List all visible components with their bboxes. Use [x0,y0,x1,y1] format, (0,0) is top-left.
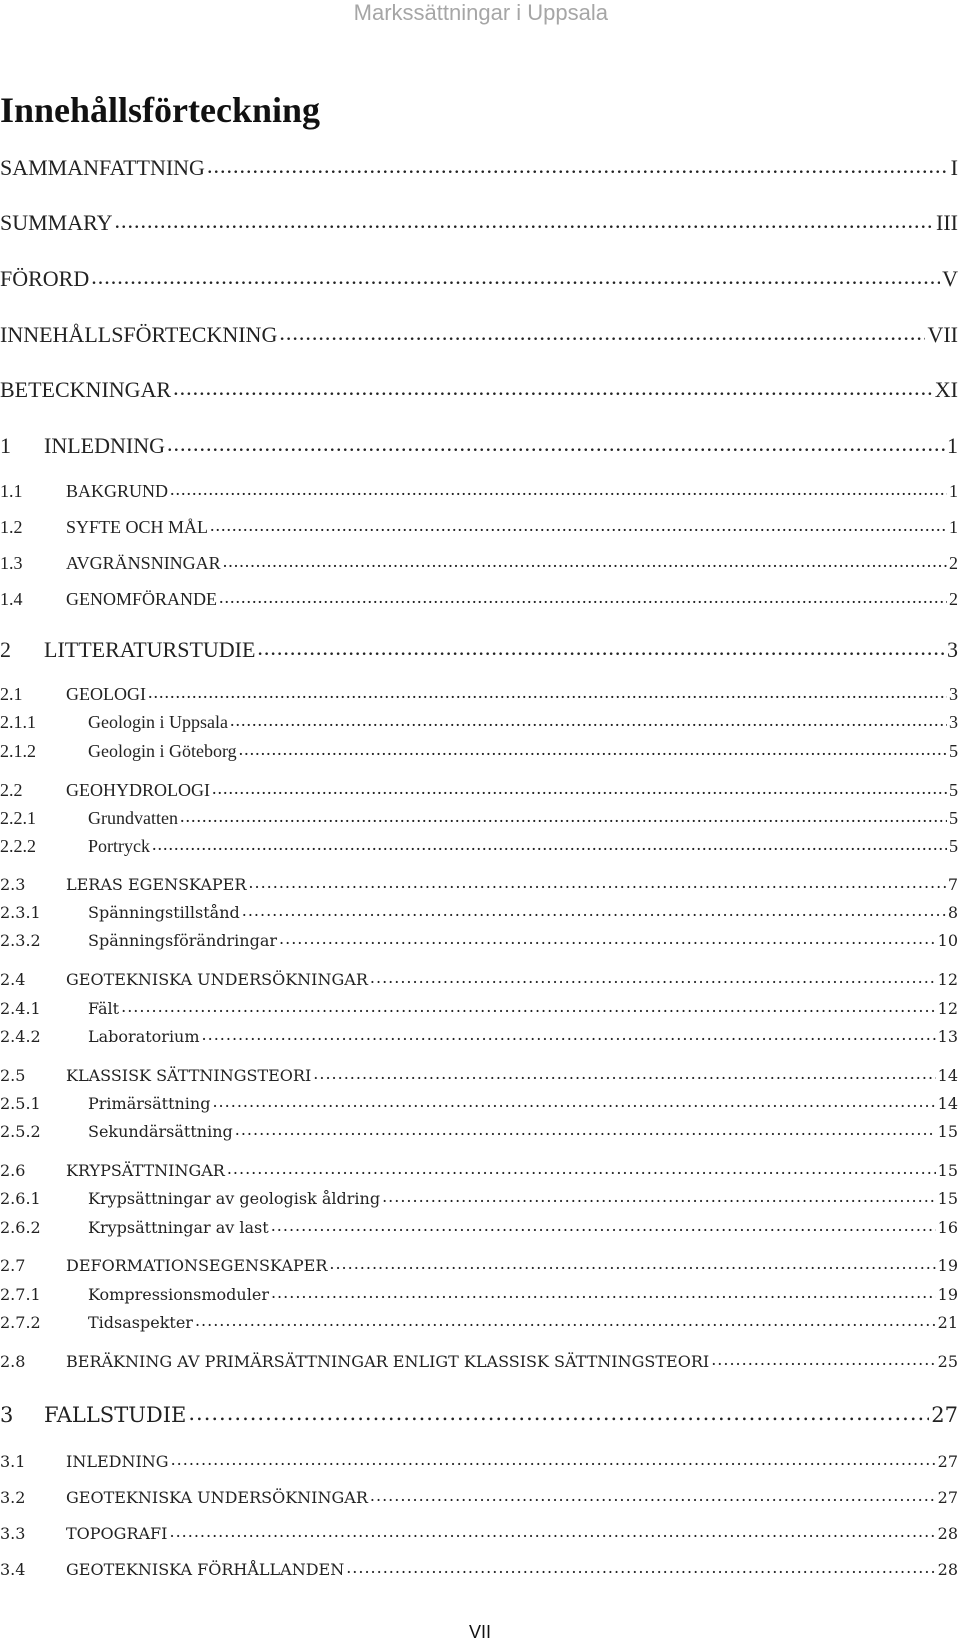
toc-dot-leader [370,1486,936,1505]
toc-dot-leader [210,515,947,536]
toc-entry-label: BETECKNINGAR [0,377,172,402]
toc-entry-number: 2.2 [0,780,23,800]
toc-dot-leader [279,929,936,948]
toc-dot-leader [711,1350,935,1369]
toc-entry-page: 1 [947,433,958,458]
toc-entry[interactable] [0,637,958,663]
toc-entry-page: I [950,155,958,180]
toc-entry-label: GEOTEKNISKA UNDERSÖKNINGAR [66,970,368,989]
toc-dot-leader [271,1216,936,1235]
toc-entry-number: 2.1 [0,684,23,704]
toc-entry-number: 2.2.1 [0,808,36,828]
toc-entry-label: Geologin i Uppsala [88,712,228,732]
toc-entry[interactable] [0,780,958,801]
toc-dot-leader [271,1283,936,1302]
toc-entry-page: XI [934,377,958,402]
toc-entry[interactable] [0,903,958,922]
toc-entry-page: 15 [937,1122,958,1141]
toc-entry-page: 5 [949,836,958,856]
toc-entry-page: 7 [947,875,958,894]
toc-entry-number: 2.4.2 [0,1027,41,1046]
toc-entry[interactable] [0,1352,958,1371]
toc-entry[interactable] [0,1403,958,1427]
toc-dot-leader [329,1254,935,1273]
toc-entry-page: 21 [937,1313,958,1332]
toc-dot-leader [171,1450,936,1469]
toc-entry-label: Tidsaspekter [88,1313,193,1332]
toc-entry[interactable] [0,836,958,857]
toc-entry-label: BERÄKNING AV PRIMÄRSÄTTNINGAR ENLIGT KLASSISK SÄTTNINGSTEORI [66,1352,710,1371]
toc-entry[interactable] [0,1285,958,1304]
toc-entry-number: 3.1 [0,1452,26,1471]
toc-entry[interactable] [0,322,958,348]
toc-entry[interactable] [0,377,958,403]
toc-dot-leader [148,682,947,703]
toc-entry-label: SAMMANFATTNING [0,155,205,180]
toc-dot-leader [279,320,925,346]
toc-entry-label: GEOTEKNISKA FÖRHÅLLANDEN [66,1560,345,1579]
toc-entry-page: 1 [949,481,958,501]
toc-entry[interactable] [0,712,958,733]
toc-entry-page: 3 [949,684,958,704]
toc-entry-number: 2.3 [0,875,26,894]
toc-entry[interactable] [0,266,958,292]
toc-entry-label: GEOHYDROLOGI [66,780,210,800]
toc-entry-number: 2.3.2 [0,931,41,950]
toc-entry-page: 19 [937,1285,958,1304]
toc-entry-label: LITTERATURSTUDIE [44,637,256,662]
toc-entry-page: 10 [937,931,958,950]
toc-dot-leader [202,1025,936,1044]
toc-dot-leader [239,739,947,760]
toc-dot-leader [257,635,945,661]
toc-entry-number: 2.3.1 [0,903,41,922]
toc-entry-label: Grundvatten [88,808,178,828]
toc-dot-leader [235,1120,936,1139]
toc-entry-label: Spänningsförändringar [88,931,278,950]
toc-entry-label: BAKGRUND [66,481,169,501]
toc-dot-leader [170,479,947,500]
toc-entry-number: 2.6.1 [0,1189,41,1208]
toc-entry-label: Krypsättningar av last [88,1218,269,1237]
toc-entry-number: 1.1 [0,481,23,501]
toc-entry-number: 2.2.2 [0,836,36,856]
toc-entry-page: 15 [937,1189,958,1208]
toc-entry[interactable] [0,1256,958,1275]
toc-entry-label: LERAS EGENSKAPER [66,875,247,894]
toc-entry[interactable] [0,1094,958,1113]
toc-entry-page: 27 [937,1452,958,1471]
toc-dot-leader [212,1092,935,1111]
toc-entry-label: INLEDNING [66,1452,169,1471]
toc-entry-number: 3.2 [0,1488,26,1507]
toc-entry-page: 13 [937,1027,958,1046]
toc-dot-leader [219,587,947,608]
toc-entry[interactable] [0,1189,958,1208]
toc-entry[interactable] [0,931,958,950]
toc-entry-number: 3.4 [0,1560,26,1579]
toc-entry-page: 2 [949,553,958,573]
toc-entry[interactable] [0,517,958,538]
page-number: VII [468,1622,491,1642]
toc-entry[interactable] [0,433,958,459]
toc-entry[interactable] [0,1122,958,1141]
toc-entry[interactable] [0,1524,958,1543]
toc-entry-label: INLEDNING [44,433,165,458]
toc-entry-label: FALLSTUDIE [44,1403,187,1427]
toc-dot-leader [173,375,933,401]
toc-entry-page: 14 [937,1066,958,1085]
toc-dot-leader [248,873,945,892]
toc-entry-number: 2.7 [0,1256,26,1275]
toc-dot-leader [207,153,949,179]
toc-entry-number: 1.4 [0,589,23,609]
toc-entry[interactable] [0,481,958,502]
toc-entry-number: 2.5.1 [0,1094,41,1113]
toc-entry-page: 3 [947,637,958,662]
toc-entry-number: 1.3 [0,553,23,573]
toc-entry-number: 2.5 [0,1066,26,1085]
toc-entry[interactable] [0,1452,958,1471]
toc-entry-label: AVGRÄNSNINGAR [66,553,221,573]
toc-dot-leader [242,901,946,920]
toc-entry-page: 2 [949,589,958,609]
toc-entry[interactable] [0,1488,958,1507]
toc-entry[interactable] [0,210,958,236]
toc-dot-leader [114,208,934,234]
toc-entry[interactable] [0,970,958,989]
toc-entry[interactable] [0,155,958,181]
toc-entry-number: 2.4 [0,970,26,989]
toc-entry-number: 2.6.2 [0,1218,41,1237]
toc-entry-label: Geologin i Göteborg [88,741,237,761]
toc-entry-page: 5 [949,808,958,828]
toc-entry[interactable] [0,1161,958,1180]
toc-entry-number: 3.3 [0,1524,26,1543]
toc-dot-leader [91,264,940,290]
toc-entry-label: SYFTE OCH MÅL [66,517,209,537]
toc-entry-label: SUMMARY [0,210,113,235]
toc-entry-page: 25 [937,1352,958,1371]
toc-dot-leader [370,968,936,987]
toc-entry-page: 12 [937,970,958,989]
toc-entry-number: 1.2 [0,517,23,537]
toc-entry[interactable] [0,589,958,610]
toc-entry[interactable] [0,999,958,1018]
toc-entry-label: DEFORMATIONSEGENSKAPER [66,1256,328,1275]
toc-entry-number: 2.5.2 [0,1122,41,1141]
toc-entry-number: 2.8 [0,1352,26,1371]
toc-entry-page: 15 [937,1161,958,1180]
toc-entry[interactable] [0,1560,958,1579]
toc-entry-number: 2.6 [0,1161,26,1180]
toc-entry-label: KLASSISK SÄTTNINGSTEORI [66,1066,312,1085]
toc-entry-label: GEOTEKNISKA UNDERSÖKNINGAR [66,1488,368,1507]
toc-dot-leader [313,1064,935,1083]
toc-dot-leader [346,1558,935,1577]
toc-dot-leader [188,1401,929,1425]
toc-entry-page: VII [927,322,958,347]
toc-dot-leader [382,1187,936,1206]
toc-entry[interactable] [0,1218,958,1237]
toc-entry-label: KRYPSÄTTNINGAR [66,1161,225,1180]
toc-dot-leader [223,551,947,572]
toc-entry-label: Spänningstillstånd [88,903,240,922]
toc-entry[interactable] [0,684,958,705]
toc-dot-leader [230,710,947,731]
toc-entry-label: Portryck [88,836,150,856]
toc-dot-leader [180,806,947,827]
toc-dot-leader [167,431,945,457]
toc-entry-number: 3 [0,1403,14,1427]
toc-entry-page: 27 [931,1403,958,1427]
toc-dot-leader [195,1311,936,1330]
toc-dot-leader [212,778,947,799]
toc-entry-number: 2.1.1 [0,712,36,732]
running-head: Markssättningar i Uppsala [353,0,608,25]
toc-dot-leader [152,834,947,855]
toc-entry-number: 2.4.1 [0,999,41,1018]
toc-entry-number: 2.1.2 [0,741,36,761]
toc-entry-page: 12 [937,999,958,1018]
toc-entry[interactable] [0,808,958,829]
toc-entry-number: 2 [0,637,11,662]
toc-entry-page: III [936,210,958,235]
toc-entry-number: 2.7.1 [0,1285,41,1304]
toc-entry[interactable] [0,1313,958,1332]
toc-entry-page: 1 [949,517,958,537]
toc-entry-label: Fält [88,999,120,1018]
toc-dot-leader [169,1522,935,1541]
page-title: Innehållsförteckning [0,90,321,130]
toc-entry-label: GEOLOGI [66,684,146,704]
toc-entry-page: 5 [949,741,958,761]
toc-dot-leader [227,1159,936,1178]
toc-entry-page: V [942,266,958,291]
toc-entry-label: TOPOGRAFI [66,1524,168,1543]
toc-entry[interactable] [0,875,958,894]
toc-entry-label: Sekundärsättning [88,1122,233,1141]
toc-entry[interactable] [0,1027,958,1046]
toc-entry-label: Krypsättningar av geologisk åldring [88,1189,381,1208]
toc-entry-page: 16 [937,1218,958,1237]
toc-entry-number: 1 [0,433,11,458]
toc-entry-page: 27 [937,1488,958,1507]
toc-entry-page: 14 [937,1094,958,1113]
toc-entry-number: 2.7.2 [0,1313,41,1332]
toc-entry-label: Kompressionsmoduler [88,1285,269,1304]
toc-entry-page: 28 [937,1560,958,1579]
toc-entry-label: GENOMFÖRANDE [66,589,218,609]
toc-entry-label: Laboratorium [88,1027,200,1046]
toc-entry[interactable] [0,1066,958,1085]
toc-entry-page: 5 [949,780,958,800]
toc-entry-page: 19 [937,1256,958,1275]
toc-entry-label: FÖRORD [0,266,90,291]
toc-entry-page: 3 [949,712,958,732]
toc-entry[interactable] [0,553,958,574]
toc-entry[interactable] [0,741,958,762]
toc-entry-page: 8 [947,903,958,922]
toc-entry-page: 28 [937,1524,958,1543]
toc-entry-label: Primärsättning [88,1094,211,1113]
toc-dot-leader [121,997,936,1016]
toc-entry-label: INNEHÅLLSFÖRTECKNING [0,322,278,347]
